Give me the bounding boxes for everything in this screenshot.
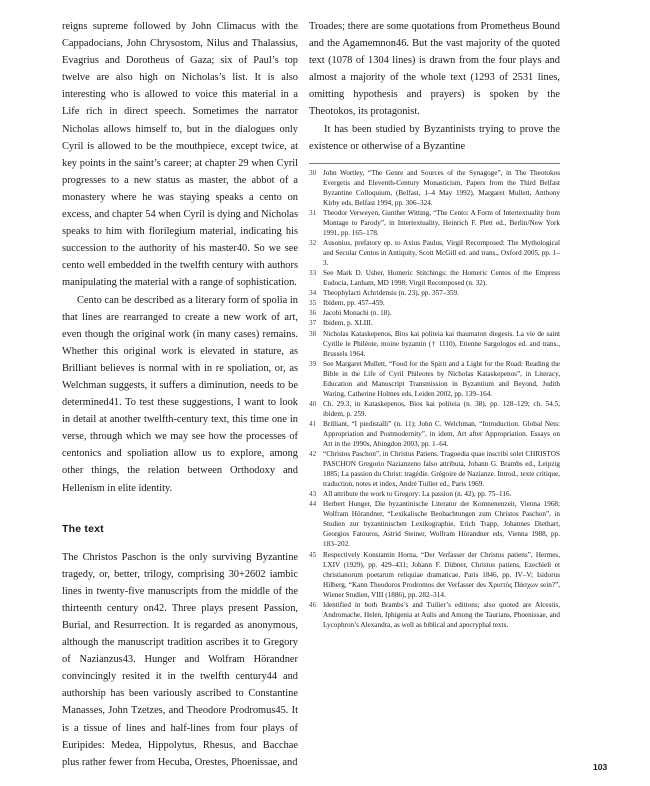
left-column	[62, 18, 298, 771]
footnote-text: “Christos Paschon”, in Christus Patiens. Tragoedia quae inscribi solet CHRISTOS PASCHON Gregorio Nazianzeno falso attributa, Johann G. Brambs ed., Leipzig 1885; La passion du Christ: tragédie. Grégoire de Nazianze. Introd., texte critique, traduction, notes et index, André Tuilier ed., Paris 1969.	[323, 450, 560, 489]
footnote-number: 32	[309, 239, 317, 248]
footnote-number: 43	[309, 490, 317, 499]
footnote-text: See Margaret Mullett, “Food for the Spirit and a Light for the Road: Reading the Bible in the Life of Cyril Phileotes by Nicholas Kataskepenos”, in Literacy, Education and Manuscript Transmission in Byzantium and Beyond, Judith Waring, Catherine Holmes eds, Leiden 2002, pp. 139–164.	[323, 359, 560, 398]
footnote-number: 35	[309, 299, 317, 308]
footnote	[309, 489, 560, 499]
footnote	[309, 329, 560, 359]
body-paragraph: Cento can be described as a literary form of spolia in that lines are rearranged to create a new work of art, even though the original work (in many cases) remains. Whether this original work is elevated in stature, as Brilliant believes is normal with in re spoliation, or, as Welchman suggests, it suffers a diminution, needs to be determined41. To test these suggestions, I want to look in detail at another twelfth-century text, this time one in verse, through which we may see how the processes of centonics and spoliation allow us to explore, among other things, the relation between Orthodoxy and Hellenism in elite identity.	[62, 294, 298, 494]
footnote	[309, 238, 560, 268]
right-column	[309, 18, 560, 630]
footnote	[309, 600, 560, 630]
footnote	[309, 550, 560, 600]
footnote-text: Ch. 29.3, in Kataskepenos, Bios kai politeia (n. 38), pp. 128–129; ch. 54.5, ibidem, p. 259.	[323, 399, 560, 418]
footnote-number: 38	[309, 329, 317, 338]
footnote-text: Theophylacti Achridensis (n. 23), pp. 357–359.	[323, 289, 459, 298]
footnote-number: 36	[309, 309, 317, 318]
footnote-number: 31	[309, 208, 317, 217]
footnote-text: Ibidem, pp. 457–459.	[323, 299, 385, 308]
body-paragraph: reigns supreme followed by John Climacus with the Cappadocians, John Chrysostom, Nilus and Thalassius, Evagrius and Dorotheus of Gaza; six of Paul’s top twelve are also high on Nicholas’s list. It is also interesting who is allowed to voice this material in a Life rich in direct speech. Sometimes the narrator Nicholas allows himself to, but in the dialogues only Cyril is allowed to be the mouthpiece, except twice, at key points in the saint’s career; at chapter 29 when Cyril progresses to a new status as master, the abbot of a monastery where he was staying speaks a cento on excess, and chapter 54 when Cyril is dying and Nicholas speaks to him with florilegium material, indicating his succession to the authority of his master40. So we see cento well embedded in the twelfth century with authors manipulating the material with a range of sophistication.	[62, 21, 298, 289]
footnote	[309, 288, 560, 298]
footnote	[309, 168, 560, 208]
footnote-text: Respectively Konstantin Horna, “Der Verfasser der Christus patiens”, Hermes, LXIV (1929), pp. 429–431; Johann F. Dübner, Christus patiens, Ezechieli et christianorum poetarum reliquiae dramaticae, Paris 1846, pp. IV–V; Isidorus Hilberg, “Kann Theodoros Prodromos der Verfasser des Χριστὸς Πάσχων sein?”, Wiener Studien, VIII (1886), pp. 282–314.	[323, 550, 560, 599]
footnote-divider	[309, 163, 560, 164]
footnote	[309, 268, 560, 288]
footnote-text: Identified in both Brambs’s and Tuilier’s editions; also quoted are Alcestis, Andromache, Helen, Iphigenia at Aulis and Among the Taurians, Phoenissae, and Lycophron’s Alexandra, as well as biblical and apocryphal texts.	[323, 600, 560, 629]
footnote-number: 34	[309, 289, 317, 298]
footnote-text: Jacobi Monachi (n. 18).	[323, 309, 392, 318]
footnote-text: John Wortley, “The Genre and Sources of the Synagoge”, in The Theotokos Evergetis and Eleventh-Century Monasticism, Papers from the Third Belfast Byzantine Colloquium, (Belfast, 1–4 May 1992), Margaret Mullett, Anthony Kirby eds, Belfast 1994, pp. 306–324.	[323, 168, 560, 207]
footnotes	[309, 168, 560, 630]
footnote-number: 30	[309, 168, 317, 177]
section-heading: The text	[62, 522, 104, 535]
footnote-text: See Mark D. Usher, Homeric Stitchings: the Homeric Centos of the Empress Eudocia, Lanham, MD 1998; Virgil Recomposed (n. 32).	[323, 269, 560, 288]
body-paragraph: The Christos Paschon is the only surviving Byzantine tragedy, or, better, trilogy, comprising 30+2602 iambic lines in twenty-five manuscripts from the middle of the thirteenth century on42. Three plays present Passion, Burial, and Resurrection. It is regarded as anonymous, although the manuscript tradition ascribes it to Gregory of Nazianzus43. Hunger and Wolfram Hörandner convincingly resited it in the twelfth century44 and authorship has been variously ascribed to Constantine Manasses, John Tzetzes, and Theodore Prodromus45. It is a tissue of lines and half-lines from four plays of Euripides: Medea, Hippolytus, Rhesus, and Bacchae plus rather fewer from Hecuba, Orestes, Phoenissae, and	[62, 551, 298, 768]
footnote-text: All attribute the work to Gregory: La passion (n. 42), pp. 75–116.	[323, 490, 512, 499]
footnote	[309, 208, 560, 238]
footnote	[309, 499, 560, 549]
footnote	[309, 359, 560, 399]
footnote-text: Theodor Verweyen, Gunther Witting, “The Cento: A Form of Intertextuality from Montage to Parody”, in Intertextuality, Heinrich F. Plett ed., Berlin/New York 1991, pp. 165–178.	[323, 208, 560, 238]
body-paragraph: It has been studied by Byzantinists trying to prove the existence or otherwise of a Byzantine	[309, 123, 560, 152]
page-number: 103	[593, 762, 608, 772]
footnote-number: 46	[309, 600, 317, 609]
footnote-number: 37	[309, 319, 317, 328]
footnote-text: Nicholas Kataskepenos, Bios kai politeia kai thaumaton diegesis. La vie de saint Cyrille le Philéote, moine byzantin († 1110), Etienne Sargologos ed. and trans., Brussels 1964.	[323, 329, 560, 358]
footnote	[309, 399, 560, 419]
footnote-text: Ibidem, p. XLIII.	[323, 319, 373, 328]
footnote-number: 42	[309, 450, 317, 459]
footnote	[309, 318, 560, 328]
footnote-number: 45	[309, 550, 317, 559]
footnote-number: 44	[309, 500, 317, 509]
footnote-number: 39	[309, 359, 317, 368]
footnote-text: Ausonius, prefatory ep. to Axius Paulus, Virgil Recomposed: The Mythological and Secular Centos in Antiquity, Scott McGill ed. and trans., Oxford 2005, pp. 1–3.	[323, 239, 560, 268]
footnote	[309, 419, 560, 449]
footnote-text: Herbert Hunger, Die byzantinische Literatur der Komnenenzeit, Vienna 1968; Wolfram Hörandner, “Lexikalische Beobachtungen zum Christos Paschon”, in Studien zur byzantinischen Lexikographie, Erich Trapp, Johannes Diethart, Georgios Fatouros, Astrid Steiner, Wolfram Hörandner eds, Vienna 1988, pp. 183–202.	[323, 500, 560, 549]
footnote	[309, 449, 560, 489]
right-body	[309, 18, 560, 155]
footnote	[309, 298, 560, 308]
footnote	[309, 308, 560, 318]
footnote-number: 33	[309, 269, 317, 278]
body-paragraph: Troades; there are some quotations from Prometheus Bound and the Agamemnon46. But the vast majority of the quoted text (1078 of 1304 lines) is drawn from the four plays and almost a majority of the whole text (1293 of 2531 lines, omitting hypothesis and prayers) is spoken by the Theotokos, its protagonist.	[309, 21, 560, 118]
footnote-text: Brilliant, “I piedistalli” (n. 11); John C. Welchman, “Introduction. Global Nets: Appropriation and Postmodernity”, in idem, Art after Appropriation. Essays on Art in the 1990s, Abingdon 2003, pp. 1–64.	[323, 419, 560, 449]
footnote-number: 40	[309, 399, 317, 408]
footnote-number: 41	[309, 419, 317, 428]
